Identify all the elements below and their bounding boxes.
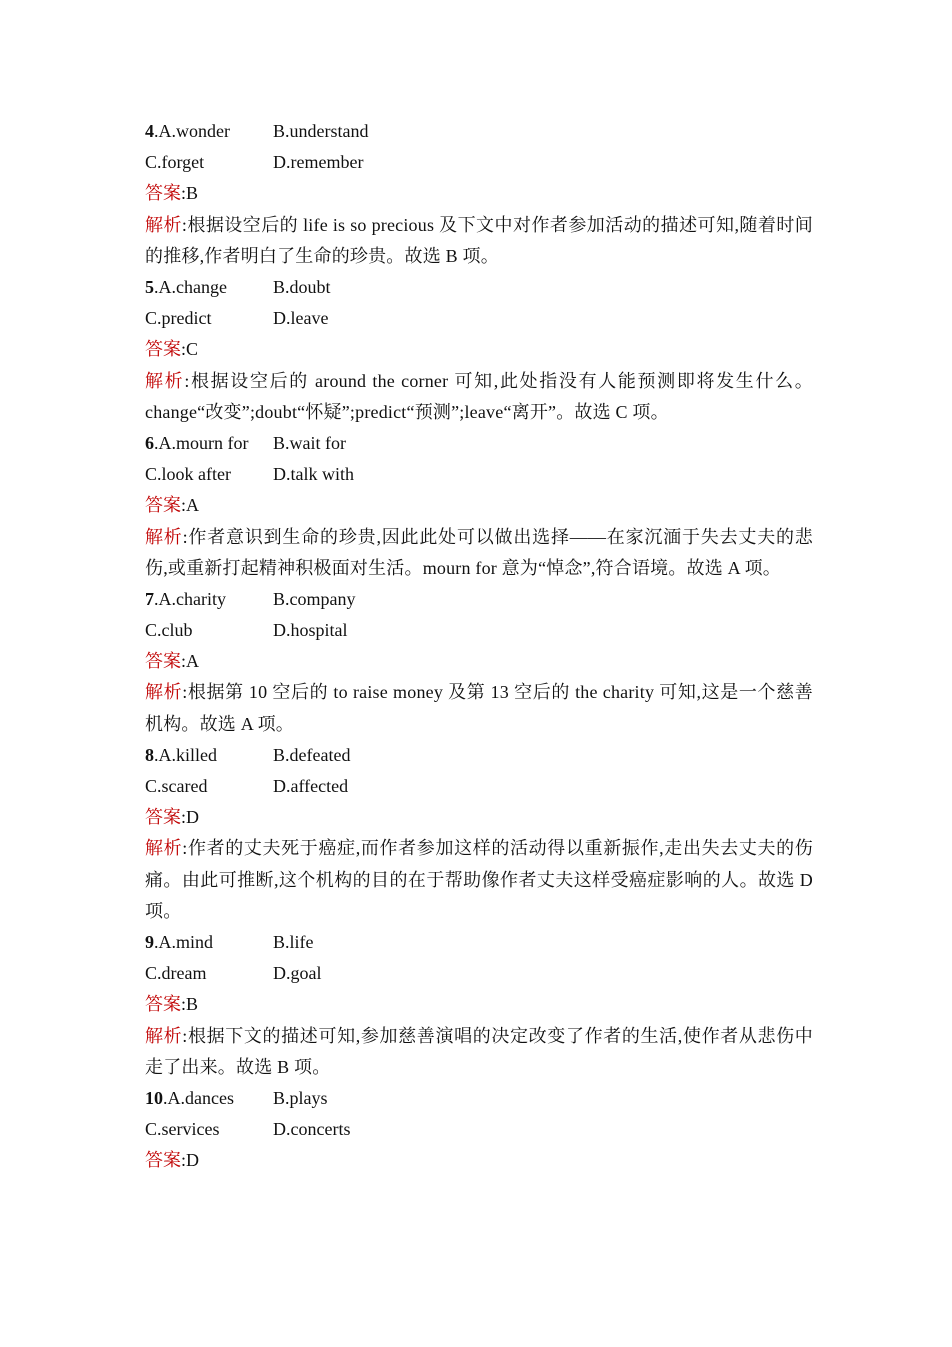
answer-label: 答案 (145, 495, 181, 516)
option-b: B.life (273, 932, 314, 953)
analysis-paragraph (145, 522, 813, 584)
option-d: D.leave (273, 308, 329, 329)
answer-line (145, 802, 813, 833)
analysis-text: :作者意识到生命的珍贵,因此此处可以做出选择——在家沉湎于失去丈夫的悲伤,或重新打起精神积极面对生活。mourn for 意为“悼念”,符合语境。故选 A 项。 (145, 526, 813, 578)
options-row-ab (145, 1083, 813, 1114)
analysis-text: :根据设空后的 life is so precious 及下文中对作者参加活动的描述可知,随着时间的推移,作者明白了生命的珍贵。故选 B 项。 (145, 214, 813, 266)
analysis-label: 解析 (145, 838, 183, 859)
answer-value: :B (181, 183, 199, 204)
analysis-paragraph (145, 833, 813, 927)
answer-line (145, 989, 813, 1020)
analysis-paragraph (145, 210, 813, 272)
options-row-ab (145, 584, 813, 615)
analysis-label: 解析 (145, 370, 185, 391)
options-row-cd (145, 771, 813, 802)
answer-label: 答案 (145, 183, 181, 204)
answer-line (145, 178, 813, 209)
analysis-label: 解析 (145, 682, 183, 703)
option-c: C.scared (145, 776, 208, 797)
answer-value: :D (181, 807, 199, 828)
answer-label: 答案 (145, 1150, 181, 1171)
question-number: 6 (145, 432, 154, 453)
option-b: B.company (273, 588, 356, 609)
analysis-label: 解析 (145, 214, 182, 235)
answer-label: 答案 (145, 339, 181, 360)
answer-line (145, 646, 813, 677)
question-10 (145, 1083, 813, 1177)
answer-line (145, 490, 813, 521)
question-number: 9 (145, 932, 154, 953)
answer-label: 答案 (145, 994, 181, 1015)
option-a: .A.dances (163, 1088, 234, 1109)
option-b: B.doubt (273, 276, 331, 297)
option-d: D.affected (273, 776, 349, 797)
question-4 (145, 116, 813, 272)
answer-value: :B (181, 994, 199, 1015)
analysis-label: 解析 (145, 1025, 183, 1046)
option-a: .A.mourn for (154, 432, 249, 453)
options-row-ab (145, 116, 813, 147)
options-row-cd (145, 958, 813, 989)
analysis-label: 解析 (145, 526, 183, 547)
option-c: C.predict (145, 308, 212, 329)
analysis-text: :根据第 10 空后的 to raise money 及第 13 空后的 the charity 可知,这是一个慈善机构。故选 A 项。 (145, 682, 813, 734)
options-row-cd (145, 459, 813, 490)
option-d: D.hospital (273, 620, 348, 641)
question-number: 4 (145, 121, 154, 141)
answer-value: :C (181, 339, 199, 360)
option-d: D.talk with (273, 464, 354, 485)
option-b: B.plays (273, 1088, 328, 1109)
analysis-paragraph (145, 366, 813, 428)
options-row-cd (145, 147, 813, 178)
question-list (145, 116, 813, 1177)
option-b: B.wait for (273, 432, 346, 453)
option-b: B.defeated (273, 744, 351, 765)
option-c: C.dream (145, 963, 207, 984)
options-row-cd (145, 615, 813, 646)
analysis-text: :根据设空后的 around the corner 可知,此处指没有人能预测即将发生什么。change“改变”;doubt“怀疑”;predict“预测”;leave“离开”。故选 C 项。 (145, 370, 813, 422)
options-row-ab (145, 272, 813, 303)
answer-line (145, 334, 813, 365)
analysis-paragraph (145, 677, 813, 739)
answer-value: :A (181, 651, 199, 672)
question-number: 10 (145, 1088, 163, 1109)
question-7 (145, 584, 813, 740)
answer-value: :A (181, 495, 199, 516)
option-c: C.club (145, 620, 193, 641)
option-d: D.concerts (273, 1119, 351, 1140)
answer-label: 答案 (145, 651, 181, 672)
option-c: C.services (145, 1119, 220, 1140)
option-c: C.look after (145, 464, 231, 485)
options-row-cd (145, 303, 813, 334)
option-a: .A.killed (154, 744, 217, 765)
options-row-cd (145, 1114, 813, 1145)
question-5 (145, 272, 813, 428)
option-a: .A.wonder (154, 121, 230, 141)
option-d: D.remember (273, 152, 364, 173)
options-row-ab (145, 927, 813, 958)
question-number: 5 (145, 276, 154, 297)
question-8 (145, 740, 813, 927)
option-b: B.understand (273, 121, 369, 141)
answer-label: 答案 (145, 807, 181, 828)
question-9 (145, 927, 813, 1083)
question-number: 7 (145, 588, 154, 609)
answer-value: :D (181, 1150, 199, 1171)
analysis-text: :根据下文的描述可知,参加慈善演唱的决定改变了作者的生活,使作者从悲伤中走了出来。故选 B 项。 (145, 1025, 813, 1077)
option-a: .A.change (154, 276, 227, 297)
option-d: D.goal (273, 963, 322, 984)
answer-line (145, 1145, 813, 1176)
analysis-paragraph (145, 1021, 813, 1083)
question-number: 8 (145, 744, 154, 765)
options-row-ab (145, 740, 813, 771)
analysis-text: :作者的丈夫死于癌症,而作者参加这样的活动得以重新振作,走出失去丈夫的伤痛。由此可推断,这个机构的目的在于帮助像作者丈夫这样受癌症影响的人。故选 D 项。 (145, 838, 813, 921)
options-row-ab (145, 428, 813, 459)
option-a: .A.mind (154, 932, 214, 953)
question-6 (145, 428, 813, 584)
option-a: .A.charity (154, 588, 226, 609)
option-c: C.forget (145, 152, 205, 173)
